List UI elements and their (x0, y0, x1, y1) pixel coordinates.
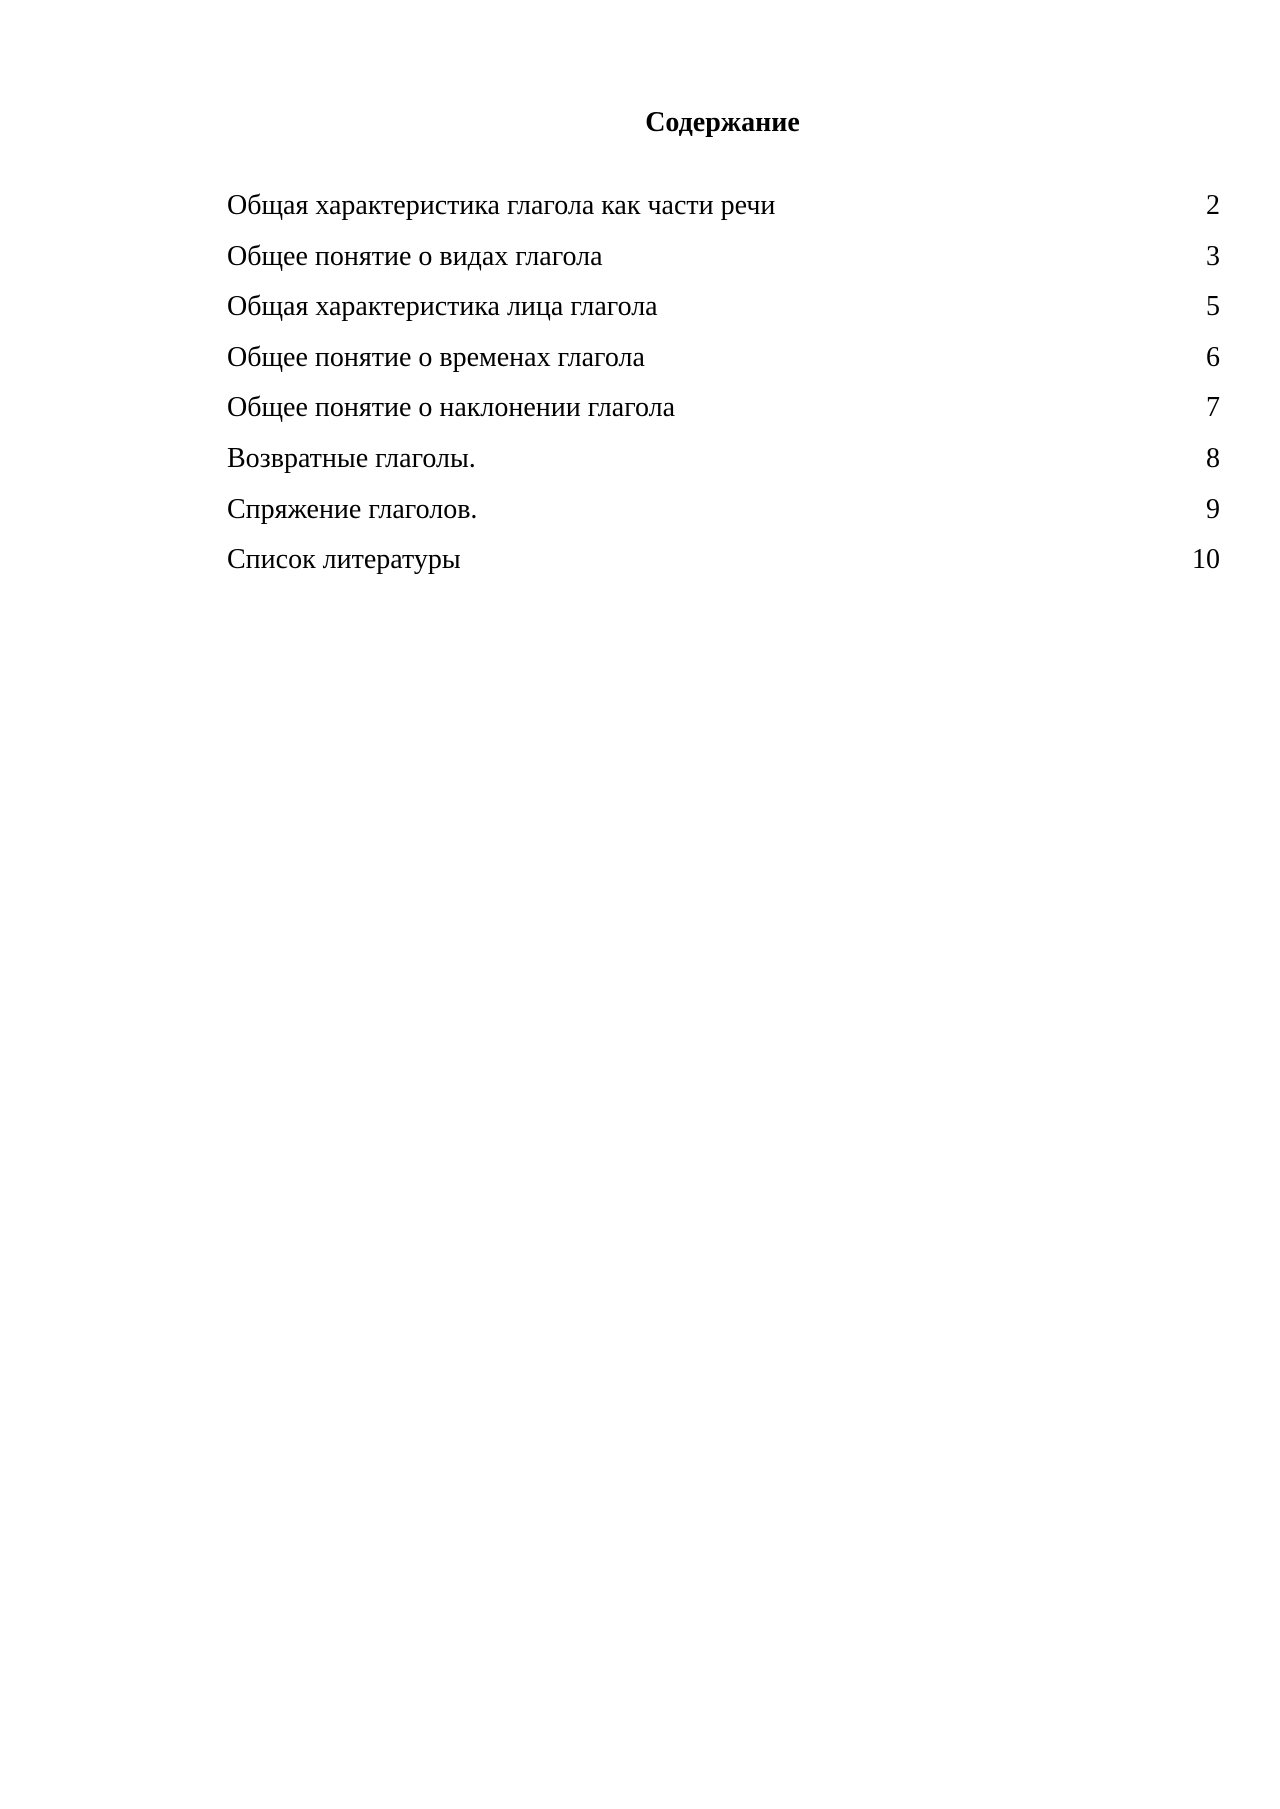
toc-title: Содержание (645, 107, 800, 138)
toc-entry-text: Список литературы (227, 544, 461, 576)
table-of-contents (227, 189, 1220, 594)
toc-entry-page: 9 (1206, 493, 1220, 525)
toc-entry[interactable] (227, 391, 1220, 442)
toc-entry-text: Возвратные глаголы. (227, 442, 476, 474)
toc-entry[interactable] (227, 493, 1220, 544)
toc-entry[interactable] (227, 240, 1220, 291)
toc-entry[interactable] (227, 341, 1220, 392)
toc-entry[interactable] (227, 543, 1220, 594)
toc-entry-text: Общая характеристика лица глагола (227, 291, 658, 323)
toc-entry-page: 2 (1206, 190, 1220, 221)
toc-entry-text: Спряжение глаголов. (227, 493, 478, 525)
toc-entry-page: 6 (1206, 341, 1220, 373)
toc-entry-page: 7 (1206, 392, 1220, 424)
toc-entry[interactable] (227, 442, 1220, 493)
toc-entry[interactable] (227, 290, 1220, 341)
toc-entry-page: 8 (1206, 442, 1220, 474)
toc-entry-page: 10 (1192, 544, 1220, 576)
toc-entry-text: Общее понятие о видах глагола (227, 240, 603, 272)
toc-entry-page: 5 (1206, 291, 1220, 323)
toc-entry-text: Общее понятие о наклонении глагола (227, 392, 676, 424)
toc-entry-page: 3 (1206, 240, 1220, 272)
toc-entry-text: Общее понятие о временах глагола (227, 341, 645, 373)
toc-entry[interactable] (227, 189, 1220, 240)
toc-entry-text: Общая характеристика глагола как части речи (227, 190, 776, 221)
